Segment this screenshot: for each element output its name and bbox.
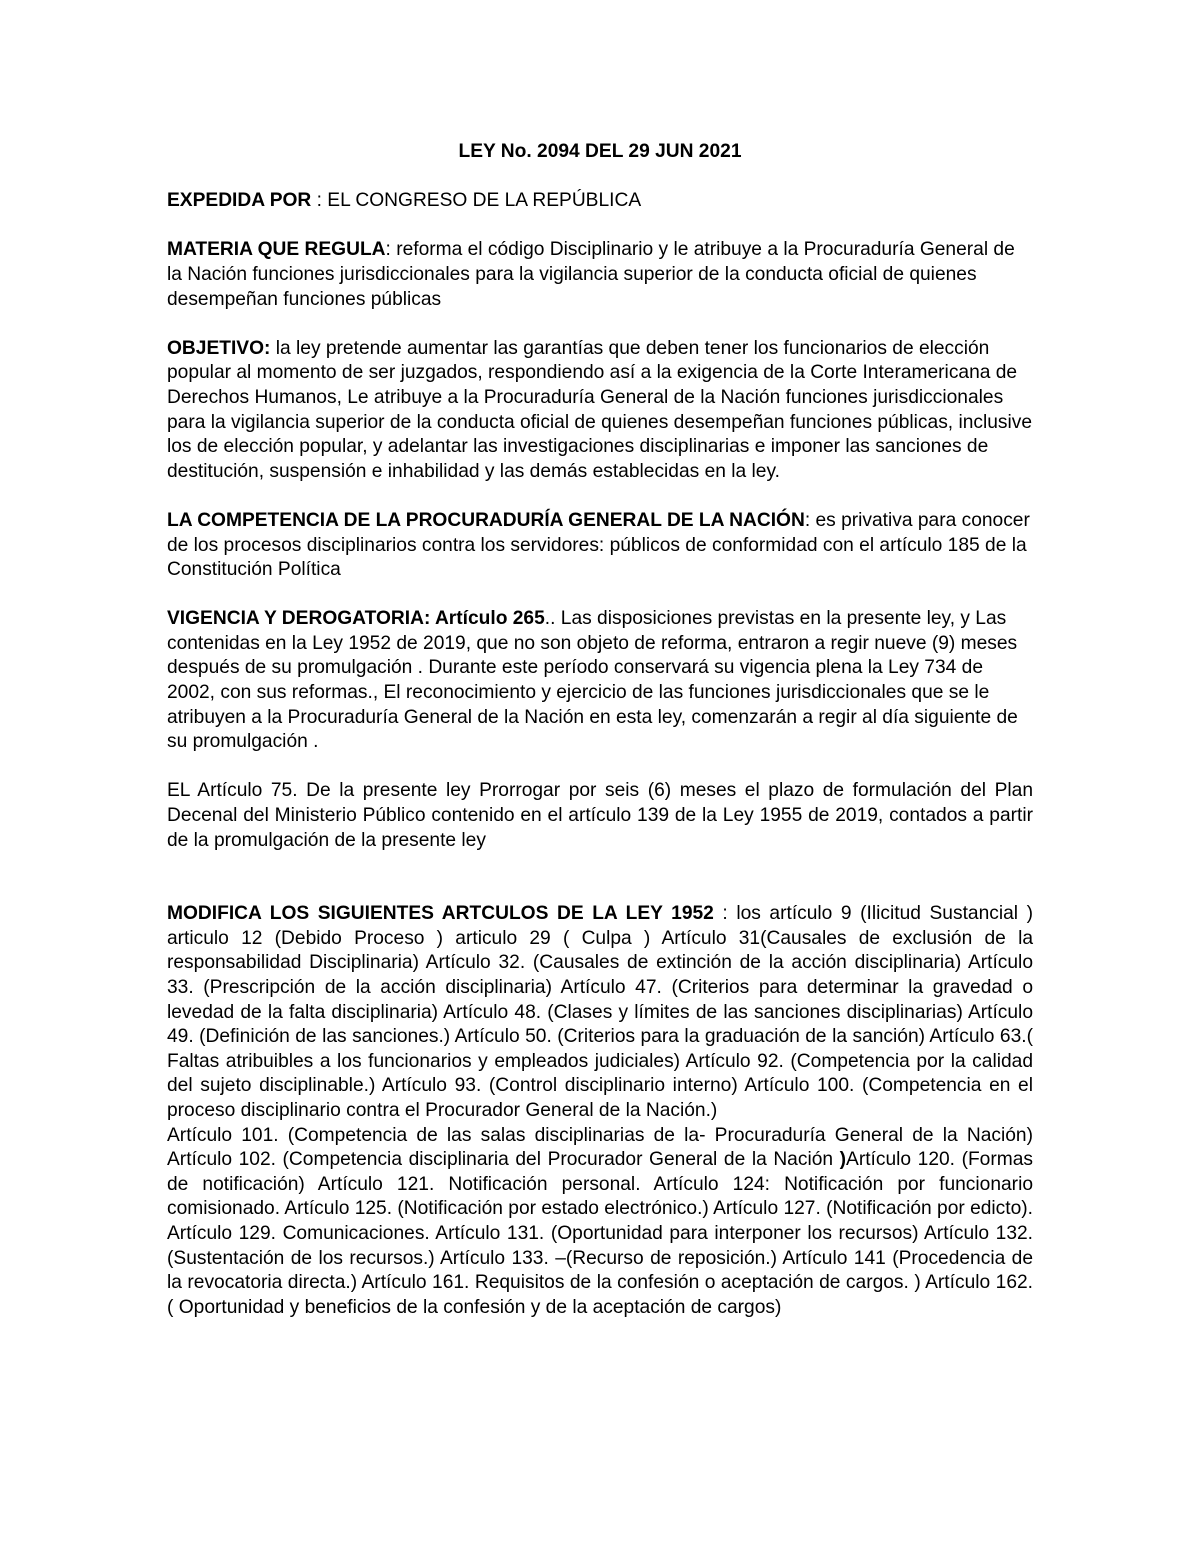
modifica-continuation-paragraph bbox=[167, 1124, 1033, 1321]
document-page bbox=[167, 140, 1033, 1320]
objetivo-text: la ley pretende aumentar las garantías que deben tener los funcionarios de elección popular al momento de ser juzgados, respondiendo así a la exigencia de la Corte Interamericana de Derechos Humanos, Le atribuye a la Procuraduría General de la Nación funciones jurisdiccionales para la vigilancia superior de la conducta oficial de quienes desempeñan funciones públicas, inclusive los de elección popular, y adelantar las investigaciones disciplinarias e imponer las sanciones de destitución, suspensión e inhabilidad y las demás establecidas en la ley. bbox=[167, 337, 1033, 482]
competencia-paragraph bbox=[167, 509, 1033, 583]
document-title: LEY No. 2094 DEL 29 JUN 2021 bbox=[458, 141, 742, 162]
modifica-text: : los artículo 9 (Ilicitud Sustancial ) articulo 12 (Debido Proceso ) articulo 29 ( Culpa ) Artículo 31(Causales de exclusión de la responsabilidad Disciplinaria) Artículo 32. (Causales de extinción de la acción disciplinaria) Artículo 33. (Prescripción de la acción disciplinaria) Artículo 47. (Criterios para determinar la gravedad o levedad de la falta disciplinaria) Artículo 48. (Clases y límites de las sanciones disciplinarias) Artículo 49. (Definición de las sanciones.) Artículo 50. (Criterios para la graduación de la sanción) Artículo 63.( Faltas atribuibles a los funcionarios y empleados judiciales) Artículo 92. (Competencia por la calidad del sujeto disciplinable.) Artículo 93. (Control disciplinario interno) Artículo 100. (Competencia en el proceso disciplinario contra el Procurador General de la Nación.) bbox=[167, 903, 1033, 1121]
materia-paragraph bbox=[167, 238, 1033, 312]
modifica-paragraph bbox=[167, 902, 1033, 1123]
materia-text: : reforma el código Disciplinario y le atribuye a la Procuraduría General de la Nación funciones jurisdiccionales para la vigilancia superior de la conducta oficial de quienes desempeñan funciones públicas bbox=[167, 239, 1015, 310]
objetivo-label: OBJETIVO: bbox=[167, 337, 271, 359]
competencia-text: : es privativa para conocer de los procesos disciplinarios contra los servidores: públicos de conformidad con el artículo 185 de la Constitución Política bbox=[167, 509, 1030, 581]
articulo-75-paragraph: EL Artículo 75. De la presente ley Prorrogar por seis (6) meses el plazo de formulación del Plan Decenal del Ministerio Público contenido en el artículo 139 de la Ley 1955 de 2019, contados a partir de la promulgación de la presente ley bbox=[167, 780, 1033, 851]
modifica-label: MODIFICA LOS SIGUIENTES ARTCULOS DE LA LEY 1952 bbox=[167, 903, 714, 925]
modifica-continuation-b: Artículo 120. (Formas de notificación) Artículo 121. Notificación personal. Artículo 124: Notificación por funcionario comisionado. Artículo 125. (Notificación por estado electrónico.) Artículo 127. (Notificación por edicto). Artículo 129. Comunicaciones. Artículo 131. (Oportunidad para interponer los recursos) Artículo 132. (Sustentación de los recursos.) Artículo 133. –(Recurso de reposición.) Artículo 141 (Procedencia de la revocatoria directa.) Artículo 161. Requisitos de la confesión o aceptación de cargos. ) Artículo 162.( Oportunidad y beneficios de la confesión y de la aceptación de cargos) bbox=[167, 1149, 1034, 1318]
expedida-paragraph bbox=[167, 189, 1033, 214]
competencia-label: LA COMPETENCIA DE LA PROCURADURÍA GENERAL DE LA NACIÓN bbox=[167, 509, 805, 531]
vigencia-text: .. Las disposiciones previstas en la presente ley, y Las contenidas en la Ley 1952 de 2019, que no son objeto de reforma, entraron a regir nueve (9) meses después de su promulgación . Durante este período conservará su vigencia plena la Ley 734 de 2002, con sus reformas., El reconocimiento y ejercicio de las funciones jurisdiccionales que se le atribuyen a la Procuraduría General de la Nación en esta ley, comenzarán a regir al día siguiente de su promulgación . bbox=[167, 608, 1018, 753]
vigencia-paragraph bbox=[167, 607, 1033, 755]
vigencia-label: VIGENCIA Y DEROGATORIA: Artículo 265 bbox=[167, 608, 545, 630]
expedida-text: : EL CONGRESO DE LA REPÚBLICA bbox=[311, 190, 642, 212]
objetivo-paragraph bbox=[167, 337, 1033, 485]
expedida-label: EXPEDIDA POR bbox=[167, 190, 312, 212]
materia-label: MATERIA QUE REGULA bbox=[167, 239, 386, 261]
modifica-bold-paren: ) bbox=[839, 1149, 847, 1171]
modifica-continuation-a: Artículo 101. (Competencia de las salas disciplinarias de la- Procuraduría General de la Nación) Artículo 102. (Competencia disciplinaria del Procurador General de la Nación bbox=[167, 1124, 1033, 1171]
